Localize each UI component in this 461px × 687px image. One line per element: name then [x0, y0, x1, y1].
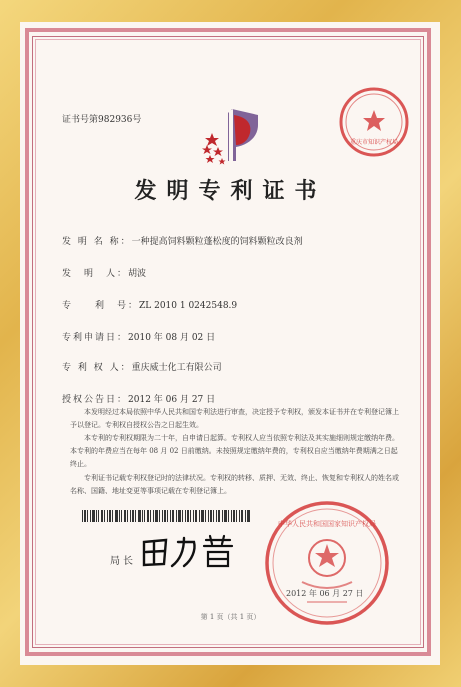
page-title: 发明专利证书 — [134, 178, 327, 204]
director-signature-icon — [140, 532, 250, 572]
page-footer: 第 1 页（共 1 页） — [200, 613, 261, 621]
paragraph-3: 专利证书记载专利权登记时的法律状况。专利权的转移、质押、无效、终止、恢复和专利权人的姓名或名称、国籍、地址变更等事项记载在专利登记簿上。 — [70, 474, 399, 495]
seal-date: 2012 年 06 月 27 日 — [286, 589, 364, 598]
official-seal-icon — [338, 86, 410, 158]
field-application-date — [62, 330, 215, 343]
seal-top-right-text: 重庆市知识产权局 — [349, 139, 399, 146]
field-invention-name — [62, 234, 303, 247]
field-label: 授权公告日： — [62, 395, 129, 405]
cert-no-suffix: 号 — [132, 115, 142, 125]
field-patentee — [62, 360, 222, 373]
field-inventor — [62, 266, 146, 279]
paragraph-1: 本发明经过本局依照中华人民共和国专利法进行审查，决定授予专利权，颁发本证书并在专利登记簿上予以登记。专利权自授权公告之日起生效。 — [70, 408, 399, 429]
director-label: 局长 — [110, 556, 136, 567]
national-seal-icon — [262, 498, 392, 628]
field-label: 专 利 号： — [62, 301, 140, 311]
field-label: 发 明 名 称： — [62, 237, 132, 247]
paragraph-2: 本专利的专利权期限为二十年，自申请日起算。专利权人应当依照专利法及其实施细则规定缴纳年费。本专利的年费应当在每年 08 月 02 日前缴纳。未按照规定缴纳年费的，专利权自应当缴纳年费期满之日起终止。 — [70, 434, 399, 468]
certificate-number — [62, 112, 141, 125]
field-value: ZL 2010 1 0242548.9 — [139, 301, 238, 311]
field-value: 2010 年 08 月 02 日 — [128, 333, 216, 343]
field-value: 重庆威士化工有限公司 — [131, 363, 222, 373]
cert-no-value: 982936 — [98, 115, 133, 125]
seal-bottom-text: 中华人民共和国国家知识产权局 — [278, 520, 376, 528]
field-value: 一种提高饲料颗粒蓬松度的饲料颗粒改良剂 — [131, 237, 303, 247]
field-label: 专 利 权 人： — [62, 363, 132, 373]
patent-office-logo-icon — [198, 103, 270, 165]
field-label: 发 明 人： — [62, 269, 129, 279]
field-value: 2012 年 06 月 27 日 — [128, 395, 216, 405]
field-label: 专利申请日： — [62, 333, 129, 343]
field-patent-number — [62, 298, 237, 311]
cert-no-label: 证书号第 — [62, 115, 99, 125]
barcode-icon — [82, 510, 252, 522]
field-grant-date — [62, 392, 215, 405]
field-value: 胡波 — [128, 269, 147, 279]
